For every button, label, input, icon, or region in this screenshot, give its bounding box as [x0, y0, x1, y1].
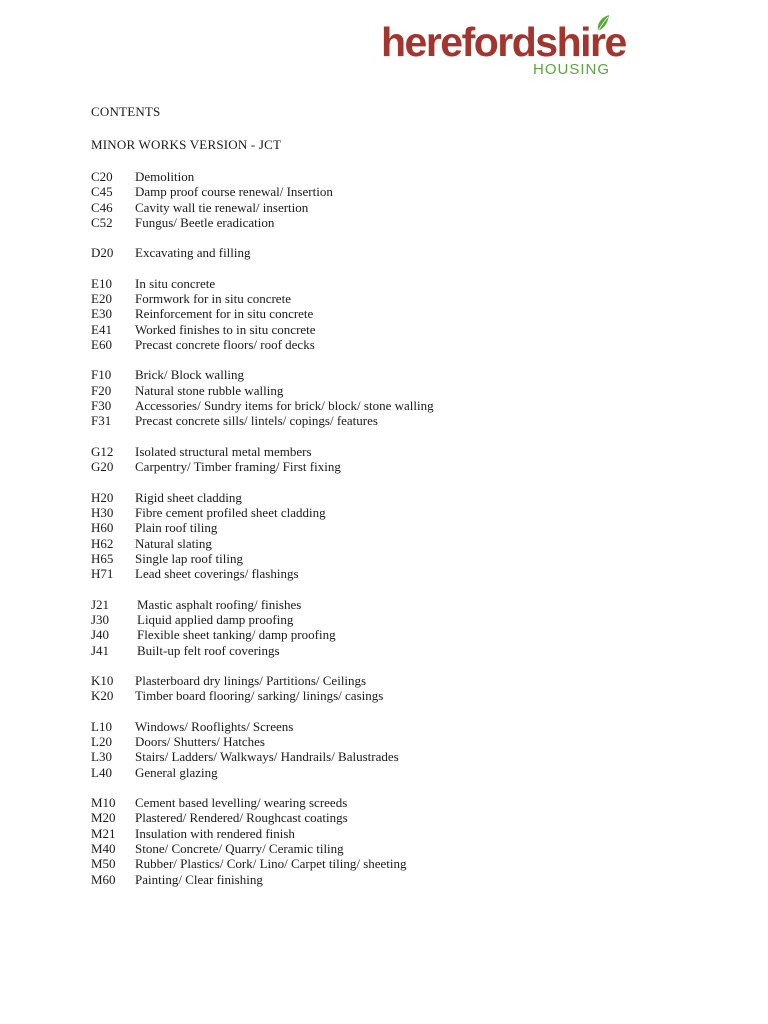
- contents-entry: [91, 215, 731, 230]
- contents-entry: [91, 643, 731, 658]
- section-code: H65: [91, 550, 114, 566]
- section-code: F20: [91, 382, 112, 398]
- section-title: Precast concrete floors/ roof decks: [135, 337, 315, 353]
- section-title: Painting/ Clear finishing: [135, 871, 263, 887]
- contents-group: [91, 276, 731, 353]
- section-title: Plain roof tiling: [135, 520, 218, 536]
- section-title: Reinforcement for in situ concrete: [135, 306, 314, 322]
- contents-entry: [91, 872, 731, 887]
- section-title: Plasterboard dry linings/ Partitions/ Ceilings: [135, 672, 367, 688]
- contents-entry: [91, 490, 731, 505]
- brand-subtitle: HOUSING: [533, 61, 611, 78]
- section-code: H60: [91, 520, 114, 536]
- section-code: J40: [91, 627, 110, 643]
- section-title: Precast concrete sills/ lintels/ copings/ features: [135, 413, 378, 429]
- contents-entry: [91, 337, 731, 352]
- section-code: E41: [91, 321, 112, 337]
- section-code: H30: [91, 504, 114, 520]
- section-title: Stairs/ Ladders/ Walkways/ Handrails/ Balustrades: [135, 749, 399, 765]
- section-code: L10: [91, 718, 112, 734]
- section-code: M10: [91, 795, 116, 810]
- contents-entry: [91, 413, 731, 428]
- section-code: M40: [91, 841, 116, 857]
- section-code: C20: [91, 169, 113, 184]
- contents-entry: [91, 673, 731, 688]
- contents-entry: [91, 627, 731, 642]
- contents-entry: [91, 306, 731, 321]
- section-title: Windows/ Rooflights/ Screens: [135, 718, 294, 734]
- contents-group: [91, 367, 731, 428]
- section-title: Built-up felt roof coverings: [137, 642, 280, 658]
- contents-entry: [91, 276, 731, 291]
- section-title: Flexible sheet tanking/ damp proofing: [137, 627, 336, 643]
- section-title: Brick/ Block walling: [135, 367, 245, 383]
- section-code: E60: [91, 337, 112, 353]
- section-title: Fibre cement profiled sheet cladding: [135, 504, 326, 520]
- page-title: CONTENTS: [91, 104, 161, 119]
- section-code: L40: [91, 764, 112, 780]
- contents-entry: [91, 566, 731, 581]
- section-code: M60: [91, 871, 116, 887]
- contents-entry: [91, 826, 731, 841]
- section-title: Natural stone rubble walling: [135, 382, 284, 398]
- contents-group: [91, 245, 731, 260]
- section-code: D20: [91, 245, 114, 261]
- contents-entry: [91, 841, 731, 856]
- contents-entry: [91, 810, 731, 825]
- contents-entry: [91, 245, 731, 260]
- contents-entry: [91, 291, 731, 306]
- section-title: Accessories/ Sundry items for brick/ block/ stone walling: [135, 398, 434, 414]
- section-code: E20: [91, 291, 112, 307]
- section-code: C45: [91, 184, 113, 200]
- contents-entry: [91, 795, 731, 810]
- section-code: M21: [91, 825, 116, 841]
- section-title: Carpentry/ Timber framing/ First fixing: [135, 459, 341, 475]
- brand-name: herefordshire: [381, 19, 626, 65]
- contents-entry: [91, 200, 731, 215]
- contents-entry: [91, 597, 731, 612]
- contents-entry: [91, 322, 731, 337]
- contents-list: [91, 169, 731, 887]
- section-title: Insulation with rendered finish: [135, 825, 295, 841]
- section-code: L20: [91, 733, 112, 749]
- contents-entry: [91, 367, 731, 382]
- section-title: Fungus/ Beetle eradication: [135, 215, 275, 231]
- section-code: C52: [91, 215, 113, 231]
- contents-entry: [91, 612, 731, 627]
- document-body: [91, 104, 731, 902]
- section-title: Worked finishes to in situ concrete: [135, 321, 316, 337]
- contents-entry: [91, 734, 731, 749]
- section-code: M50: [91, 856, 116, 872]
- section-title: Demolition: [135, 169, 195, 184]
- contents-entry: [91, 688, 731, 703]
- contents-group: [91, 719, 731, 780]
- section-code: K20: [91, 688, 114, 704]
- contents-group: [91, 795, 731, 887]
- section-title: Excavating and filling: [135, 245, 251, 261]
- section-code: H20: [91, 489, 114, 505]
- contents-entry: [91, 749, 731, 764]
- section-code: F10: [91, 367, 112, 383]
- section-title: Lead sheet coverings/ flashings: [135, 566, 299, 582]
- section-title: Rigid sheet cladding: [135, 489, 242, 505]
- section-title: General glazing: [135, 764, 218, 780]
- brand-logo: [380, 14, 626, 84]
- contents-entry: [91, 765, 731, 780]
- section-code: J21: [91, 596, 110, 612]
- contents-group: [91, 597, 731, 658]
- section-title: Formwork for in situ concrete: [135, 291, 291, 307]
- section-title: Mastic asphalt roofing/ finishes: [137, 596, 302, 612]
- section-code: H62: [91, 535, 114, 551]
- contents-entry: [91, 505, 731, 520]
- page-subtitle: MINOR WORKS VERSION - JCT: [91, 137, 282, 152]
- contents-group: [91, 673, 731, 704]
- section-title: Liquid applied damp proofing: [137, 611, 294, 627]
- contents-entry: [91, 536, 731, 551]
- section-title: Single lap roof tiling: [135, 550, 243, 566]
- section-title: Stone/ Concrete/ Quarry/ Ceramic tiling: [135, 841, 344, 857]
- contents-entry: [91, 551, 731, 566]
- section-code: J41: [91, 642, 110, 658]
- contents-entry: [91, 383, 731, 398]
- section-code: E30: [91, 306, 112, 322]
- section-title: Doors/ Shutters/ Hatches: [135, 733, 265, 749]
- contents-entry: [91, 169, 731, 184]
- section-code: F30: [91, 398, 112, 414]
- section-title: Timber board flooring/ sarking/ linings/ casings: [135, 688, 384, 704]
- contents-entry: [91, 398, 731, 413]
- section-title: In situ concrete: [135, 275, 216, 291]
- section-code: M20: [91, 810, 116, 826]
- section-code: G12: [91, 443, 114, 459]
- section-code: J30: [91, 611, 110, 627]
- contents-entry: [91, 719, 731, 734]
- contents-entry: [91, 520, 731, 535]
- section-code: E10: [91, 275, 112, 291]
- section-title: Cement based levelling/ wearing screeds: [135, 795, 348, 810]
- section-title: Isolated structural metal members: [135, 443, 312, 459]
- section-code: C46: [91, 199, 113, 215]
- contents-group: [91, 444, 731, 475]
- contents-entry: [91, 856, 731, 871]
- section-code: L30: [91, 749, 112, 765]
- contents-group: [91, 490, 731, 582]
- section-title: Plastered/ Rendered/ Roughcast coatings: [135, 810, 348, 826]
- section-title: Natural slating: [135, 535, 212, 551]
- contents-entry: [91, 444, 731, 459]
- section-title: Damp proof course renewal/ Insertion: [135, 184, 333, 200]
- section-code: H71: [91, 566, 114, 582]
- section-code: G20: [91, 459, 114, 475]
- contents-entry: [91, 459, 731, 474]
- section-code: F31: [91, 413, 112, 429]
- contents-entry: [91, 184, 731, 199]
- section-code: K10: [91, 672, 114, 688]
- section-title: Rubber/ Plastics/ Cork/ Lino/ Carpet tiling/ sheeting: [135, 856, 407, 872]
- contents-group: [91, 169, 731, 230]
- section-title: Cavity wall tie renewal/ insertion: [135, 199, 309, 215]
